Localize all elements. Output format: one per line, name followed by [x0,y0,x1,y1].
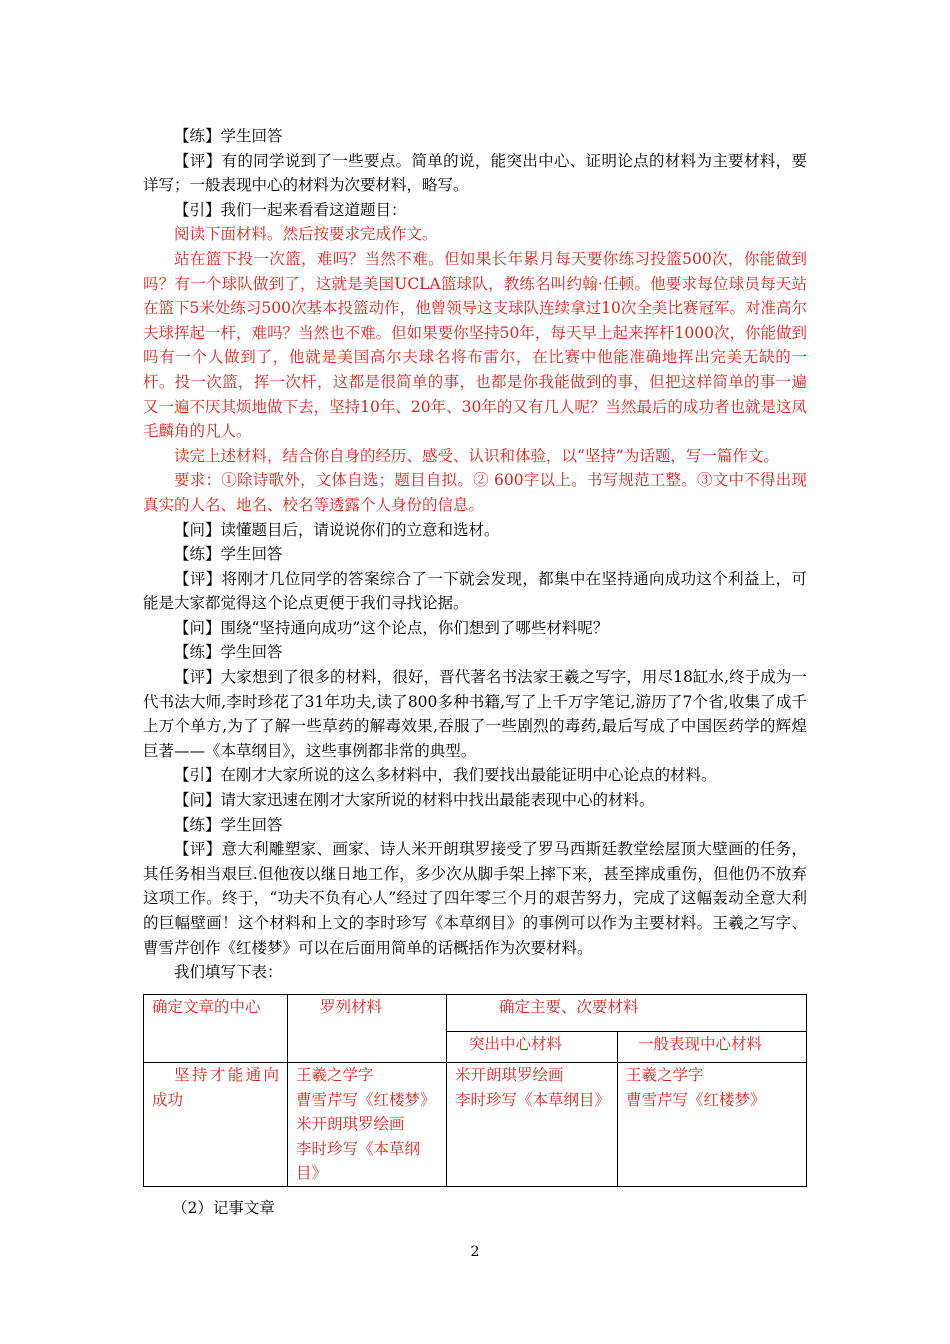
center-cell: 坚持才能通向成功 [144,1063,288,1187]
page-number: 2 [470,1244,480,1260]
header-group-cell: 确定主要、次要材料 [447,995,807,1032]
paragraph-8: 【问】读懂题目后，请说说你们的立意和选材。 [174,520,500,539]
header-main-cell: 突出中心材料 [447,1032,618,1063]
paragraph-9: 【练】学生回答 [174,545,283,564]
prompt-requirements: 要求：①除诗歌外，文体自选；题目自拟。② 600字以上。书写规范工整。③文中不得出现真实的人名、地名、校名等透露个人身份的信息。 [143,471,807,514]
header-list-cell: 罗列材料 [288,995,447,1063]
paragraph-1: 【练】学生回答 [174,127,283,145]
section-heading: （2）记事文章 [172,1199,275,1217]
paragraph-17: 【评】意大利雕塑家、画家、诗人米开朗琪罗接受了罗马西斯廷教堂绘屋顶大壁画的任务，其任务相当艰巨.但他夜以继日地工作，多少次从脚手架上摔下来，甚至摔成重伤，但他仍不放弃这项工作。终于，“功夫不负有心人”经过了四年零三个月的艰苦努力，完成了这幅轰动全意大利的巨幅壁画！这个材料和上文的李时珍写《本草纲目》的事例可以作为主要材料。王羲之写字、曹雪芹创作《红楼梦》可以在后面用简单的话概括作为次要材料。 [143,840,807,957]
paragraph-13: 【评】大家想到了很多的材料，很好，晋代著名书法家王羲之写字，用尽18缸水,终于成为一代书法大师,李时珍花了31年功夫,读了800多种书籍,写了上千万字笔记,游历了7个省,收集了成千上万个单方,为了了解一些草药的解毒效果,吞服了一些剧烈的毒药,最后写成了中国医药学的辉煌巨著——《本草纲目》，这些事例都非常的典型。 [143,668,807,760]
paragraph-16: 【练】学生回答 [174,815,283,834]
paragraph-2: 【评】有的同学说到了一些要点。简单的说，能突出中心、证明论点的材料为主要材料，要详写；一般表现中心的材料为次要材料，略写。 [143,151,807,195]
minor-material-cell: 王羲之学字 曹雪芹写《红楼梦》 [618,1063,807,1187]
material-table [143,994,807,1187]
prompt-task: 读完上述材料，结合你自身的经历、感受、认识和体验，以“坚持”为话题，写一篇作文。 [174,446,779,465]
main-material-cell: 米开朗琪罗绘画 李时珍写《本草纲目》 [447,1063,618,1187]
header-center-cell: 确定文章的中心 [144,995,288,1063]
paragraph-10: 【评】将刚才几位同学的答案综合了一下就会发现，都集中在坚持通向成功这个利益上，可能是大家都觉得这个论点更便于我们寻找论据。 [143,569,807,613]
paragraph-12: 【练】学生回答 [174,643,283,662]
lesson-content [143,124,807,985]
paragraph-14: 【引】在刚才大家所说的这么多材料中，我们要找出最能证明中心论点的材料。 [174,766,717,785]
prompt-instruction: 阅读下面材料。然后按要求完成作文。 [174,225,438,244]
list-cell: 王羲之学字 曹雪芹写《红楼梦》 米开朗琪罗绘画 李时珍写《本草纲目》 [288,1063,447,1187]
paragraph-11: 【问】围绕“坚持通向成功”这个论点，你们想到了哪些材料呢？ [174,618,609,637]
prompt-material: 站在篮下投一次篮，难吗？当然不难。但如果长年累月每天要你练习投篮500次，你能做到吗？有一个球队做到了，这就是美国UCLA篮球队，教练名叫约翰·任顿。他要求每位球员每天站在篮下5米处练习500次基本投篮动作，他曾领导这支球队连续拿过10次全美比赛冠军。对准高尔夫球挥起一杆，难吗？当然也不难。但如果要你坚持50年，每天早上起来挥杆1000次，你能做到吗有一个人做到了，他就是美国高尔夫球名将布雷尔，在比赛中他能准确地挥出完美无缺的一杆。投一次篮，挥一次杆，这都是很简单的事，也都是你我能做到的事，但把这样简单的事一遍又一遍不厌其烦地做下去，坚持10年、20年、30年的又有几人呢？当然最后的成功者也就是这凤毛麟角的凡人。 [143,249,807,441]
paragraph-3: 【引】我们一起来看看这道题目： [174,200,407,219]
header-minor-cell: 一般表现中心材料 [618,1032,807,1063]
paragraph-15: 【问】请大家迅速在刚才大家所说的材料中找出最能表现中心的材料。 [174,791,655,810]
table-intro: 我们填写下表： [174,963,283,982]
